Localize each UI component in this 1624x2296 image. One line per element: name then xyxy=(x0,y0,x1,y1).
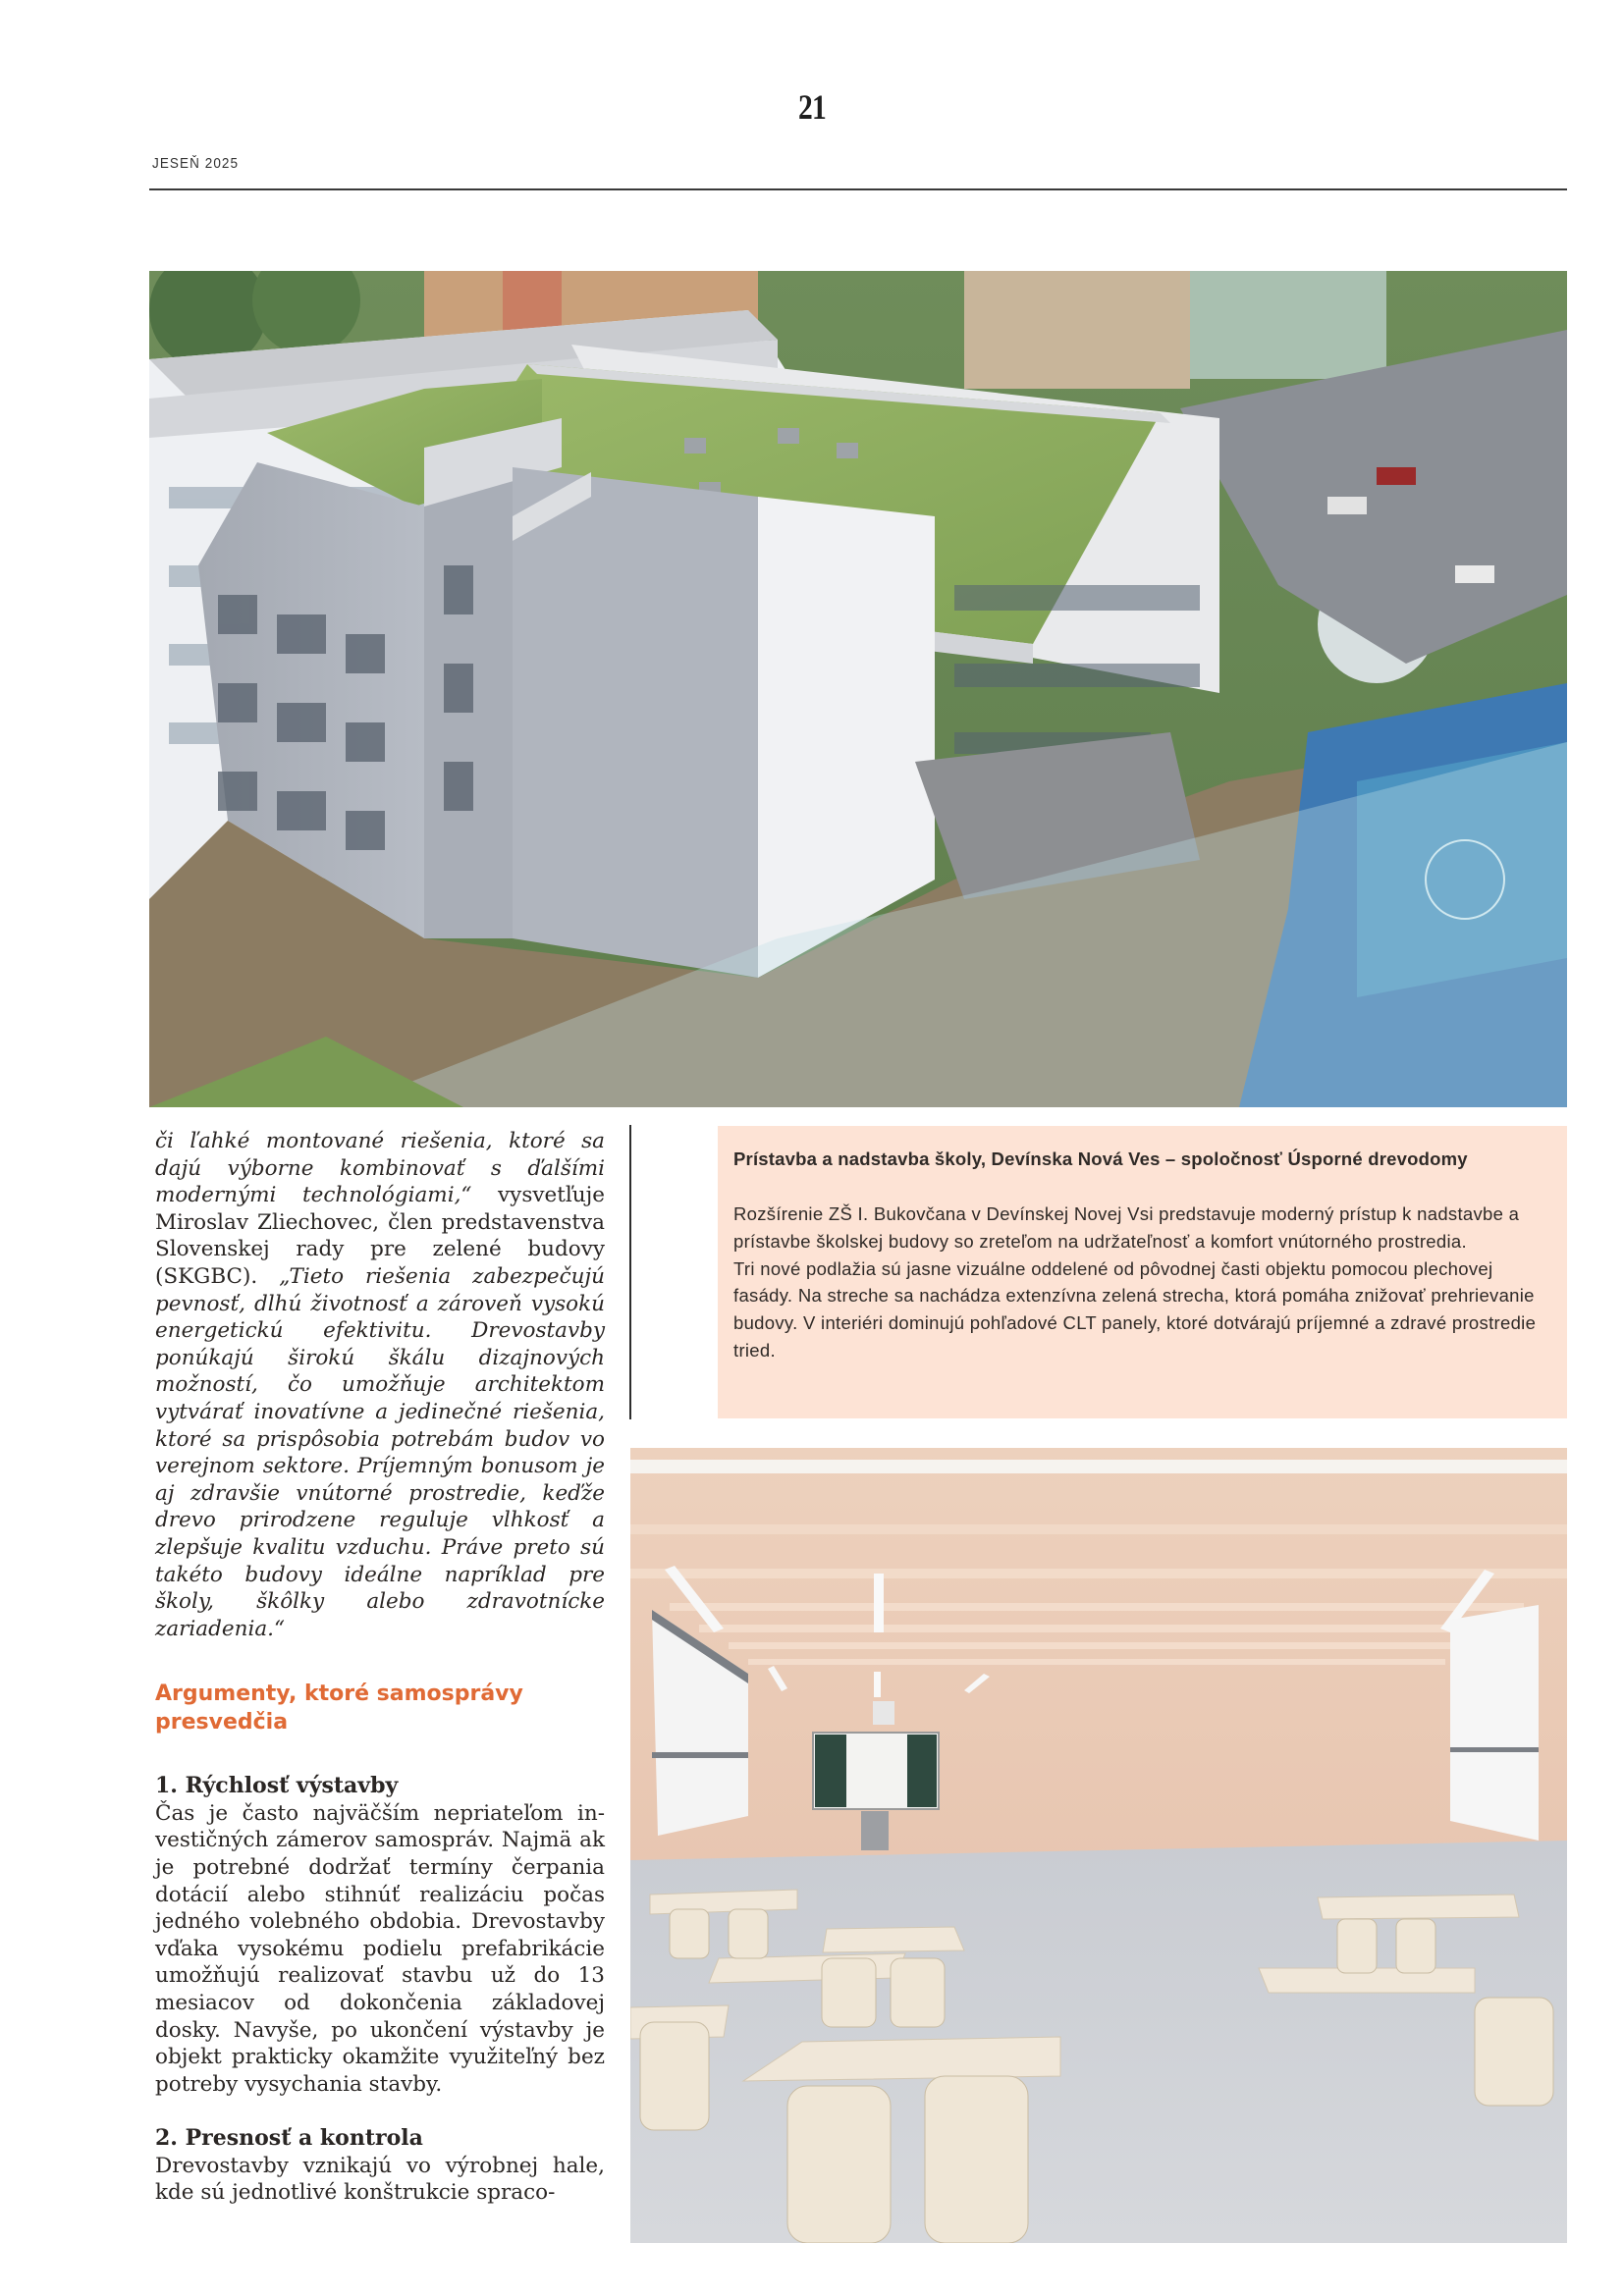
section-heading: Argumenty, ktoré samosprávy presvedčia xyxy=(155,1682,523,1735)
point-1-title: 1. Rýchlosť výstavby xyxy=(155,1773,399,1799)
article-quote-paragraph xyxy=(155,1128,605,1642)
callout-title: Prístavba a nadstavba školy, Devínska Nová Ves – spoločnosť Úsporné drevodomy xyxy=(733,1148,1468,1169)
page-number: 21 xyxy=(798,87,826,127)
column-divider xyxy=(629,1125,631,1419)
issue-label: JESEŇ 2025 xyxy=(152,155,240,172)
callout-paragraph-1: Rozšírenie ZŠ I. Bukovčana v Devínskej Novej Vsi predstavuje moderný prístup k nadstavbe a prístavbe školskej budovy so zreteľom na udržateľnosť a komfort vnútorného prostredia. xyxy=(733,1203,1520,1252)
project-callout-box xyxy=(718,1126,1567,1418)
point-1-text: Čas je často najväčším nepriateľom investičných zámerov samospráv. Najmä ak je potrebné dodržať termíny čerpania dotácií alebo stihnúť realizáciu počas jedného volebného obdobia. Drevostavby vďaka vysokému podielu prefabrikácie umožňujú realizovať stavbu už do 13 mesiacov od dokončenia základovej dosky. Navyše, po ukončení výstavby je objekt prakticky okamžite využiteľný bez potreby vysychania stavby. xyxy=(155,1800,605,2097)
aerial-school-photo xyxy=(149,271,1567,1107)
article-left-column xyxy=(155,1128,605,2207)
quote-attribution: vysvetľuje Miroslav Zliechovec, člen predstavenstva Slovenskej rady pre zelené budovy (SKGBC). xyxy=(155,1183,605,1289)
classroom-interior-photo xyxy=(630,1448,1567,2243)
callout-paragraph-2: Tri nové podlažia sú jasne vizuálne oddelené od pôvodnej časti objektu pomocou plechovej fasády. Na streche sa nachádza extenzívna zelená strecha, ktorá pomáha znižovať prehrievanie budovy. V interiéri dominujú pohľadové CLT panely, ktoré dotvárajú príjemné a zdravé prostredie tried. xyxy=(733,1257,1537,1361)
point-2-text: Drevostavby vznikajú vo výrobnej hale, kde sú jednotlivé konštrukcie spraco- xyxy=(155,2153,605,2206)
quote-body: „Tieto riešenia zabezpečujú pevnosť, dlhú životnosť a zároveň vysokú energetickú efektivitu. Drevostavby ponúkajú širokú škálu dizajnových možností, čo umožňuje architektom vytvárať inovatívne a jedinečné riešenia, ktoré sa prispôsobia potrebám budov vo verejnom sektore. Príjemným bonusom je aj zdravšie vnútorné prostredie, keďže drevo prirodzene reguluje vlhkosť a zlepšuje kvalitu vzduchu. Práve preto sú takéto budovy ideálne napríklad pre školy, škôlky alebo zdravotnícke zariadenia.“ xyxy=(155,1263,606,1641)
point-2-title: 2. Presnosť a kontrola xyxy=(155,2125,423,2151)
header-divider xyxy=(149,188,1567,190)
quote-intro: či ľahké montované riešenia, ktoré sa dajú výborne kombinovať s ďalšími modernými technológiami,“ xyxy=(155,1129,605,1208)
